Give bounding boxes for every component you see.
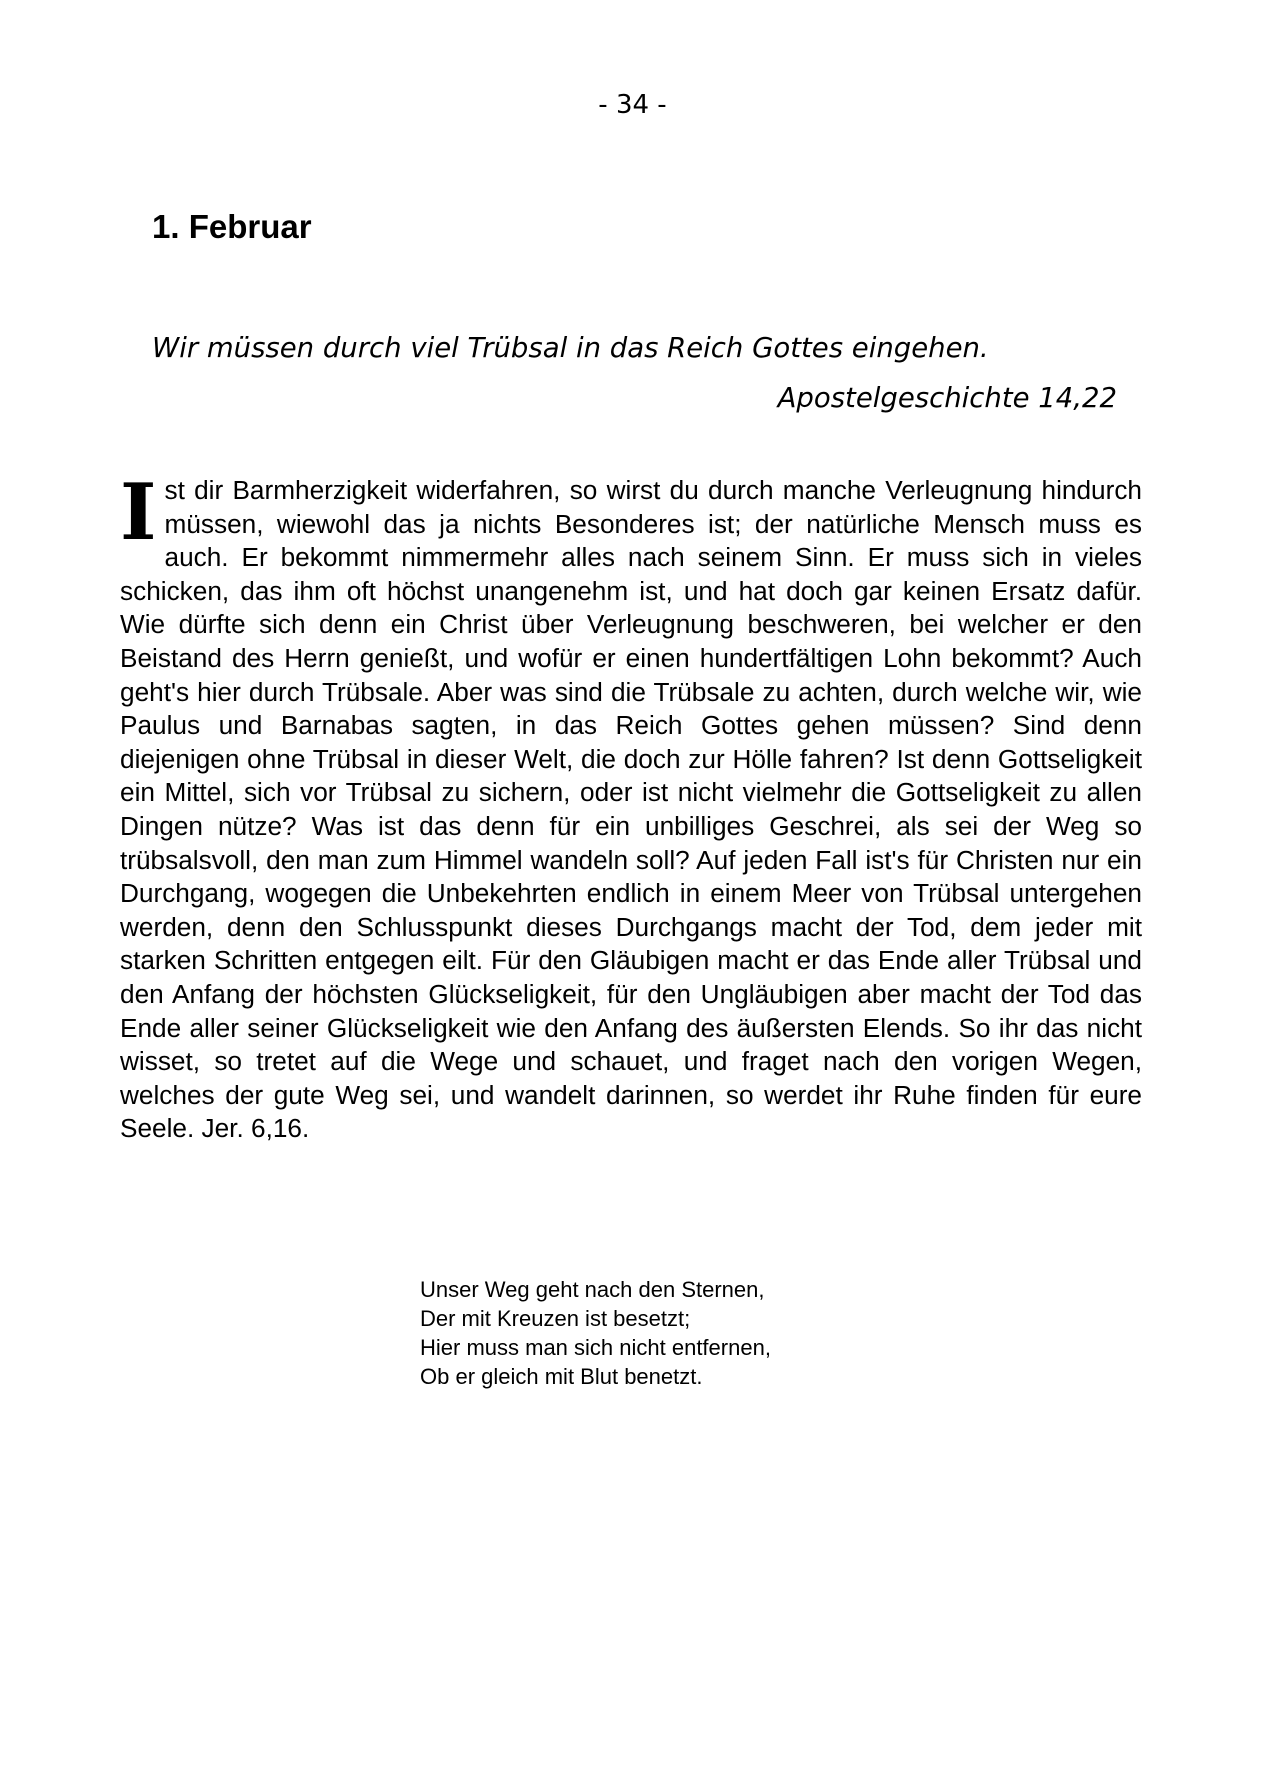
poem-line: Der mit Kreuzen ist besetzt; xyxy=(420,1306,691,1331)
poem-line: Hier muss man sich nicht entfernen, xyxy=(420,1335,771,1360)
page-number: - 34 - xyxy=(598,90,667,120)
poem-line: Ob er gleich mit Blut benetzt. xyxy=(420,1364,703,1389)
poem-stanza xyxy=(420,1275,771,1391)
drop-cap-initial: I xyxy=(120,467,157,558)
poem-line: Unser Weg geht nach den Sternen, xyxy=(420,1277,765,1302)
verse-reference: Apostelgeschichte 14,22 xyxy=(777,382,1117,414)
devotional-body: st dir Barmherzigkeit widerfahren, so wirst du durch manche Verleugnung hindurch müssen, wiewohl das ja nichts Besonderes ist; der natürliche Mensch muss es auch. Er bekommt nimmermehr alles nach seinem Sinn. Er muss sich in vieles schicken, das ihm oft höchst unangenehm ist, und hat doch gar keinen Ersatz dafür. Wie dürfte sich denn ein Christ über Verleugnung beschweren, bei welcher er den Beistand des Herrn genießt, und wofür er einen hundertfältigen Lohn bekommt? Auch geht's hier durch Trübsale. Aber was sind die Trübsale zu achten, durch welche wir, wie Paulus und Barnabas sagten, in das Reich Gottes gehen müssen? Sind denn diejenigen ohne Trübsal in dieser Welt, die doch zur Hölle fahren? Ist denn Gottseligkeit ein Mittel, sich vor Trübsal zu sichern, oder ist nicht vielmehr die Gottseligkeit zu allen Dingen nütze? Was ist das denn für ein unbilliges Geschrei, als sei der Weg so trübsalsvoll, den man zum Himmel wandeln soll? Auf jeden Fall ist's für Christen nur ein Durchgang, wogegen die Unbekehrten endlich in einem Meer von Trübsal untergehen werden, denn den Schlusspunkt dieses Durchgangs macht der Tod, dem jeder mit starken Schritten entgegen eilt. Für den Gläubigen macht er das Ende aller Trübsal und den Anfang der höchsten Glückseligkeit, für den Ungläubigen aber macht der Tod das Ende aller seiner Glückseligkeit wie den Anfang des äußersten Elends. So ihr das nicht wisset, so tretet auf die Wege und schauet, und fraget nach den vorigen Wegen, welches der gute Weg sei, und wandelt darinnen, so werdet ihr Ruhe finden für eure Seele. Jer. 6,16. xyxy=(120,475,1142,1144)
bible-verse: Wir müssen durch viel Trübsal in das Reich Gottes eingehen. xyxy=(152,332,989,364)
entry-date-heading: 1. Februar xyxy=(152,208,312,245)
devotional-text xyxy=(120,467,1142,1146)
